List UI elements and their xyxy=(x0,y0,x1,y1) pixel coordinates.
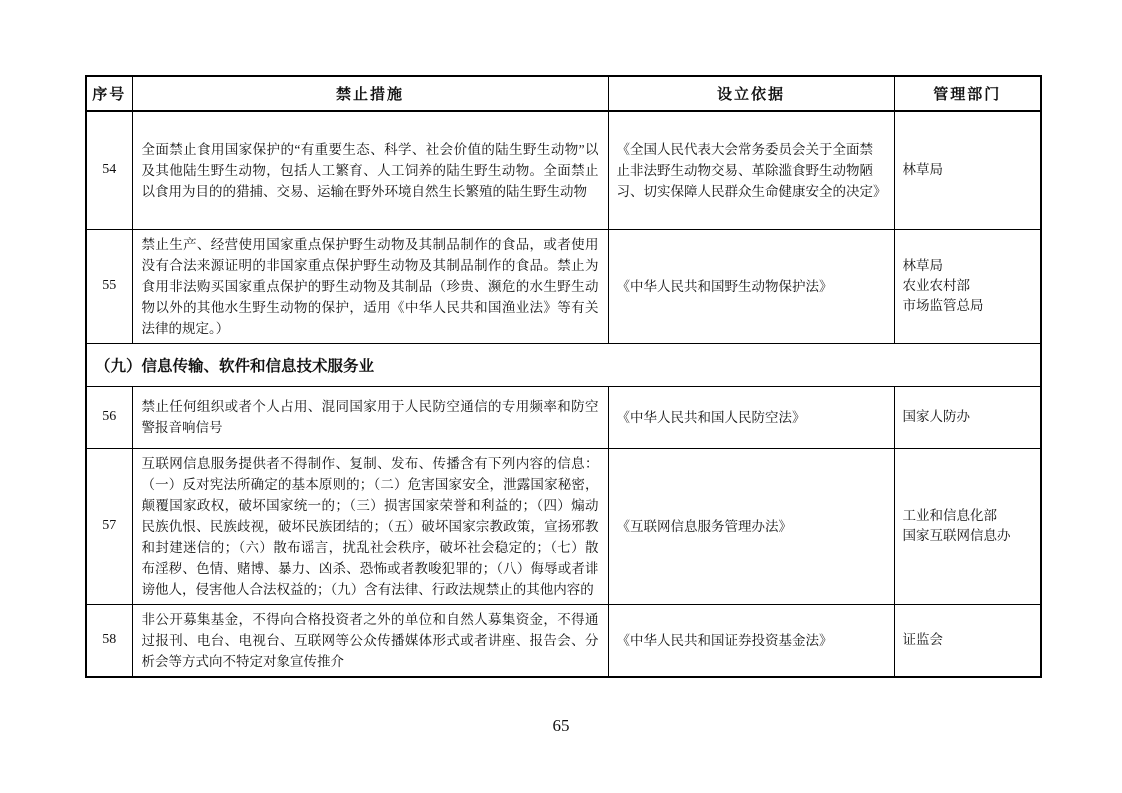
table-row xyxy=(86,229,1041,343)
department-name: 农业农村部 xyxy=(902,278,970,293)
table-row xyxy=(86,604,1041,677)
col-header-admin-department: 管理部门 xyxy=(894,76,1041,111)
department-name: 市场监管总局 xyxy=(902,298,984,313)
serial-number-cell: 56 xyxy=(86,386,132,448)
prohibited-measures-table xyxy=(85,75,1042,678)
table-row xyxy=(86,386,1041,448)
serial-number-cell: 54 xyxy=(86,111,132,229)
table-header-row xyxy=(86,76,1041,111)
department-name: 林草局 xyxy=(902,258,943,273)
col-header-legal-basis: 设立依据 xyxy=(608,76,894,111)
serial-number-cell: 58 xyxy=(86,604,132,677)
department-name: 工业和信息化部 xyxy=(902,508,997,523)
prohibited-measure-cell: 非公开募集基金，不得向合格投资者之外的单位和自然人募集资金，不得通过报刊、电台、电视台、互联网等公众传播媒体形式或者讲座、报告会、分析会等方式向不特定对象宣传推介 xyxy=(132,604,608,677)
department-name: 国家人防办 xyxy=(902,409,970,424)
admin-department-cell xyxy=(894,229,1041,343)
prohibited-measure-cell: 全面禁止食用国家保护的“有重要生态、科学、社会价值的陆生野生动物”以及其他陆生野生动物，包括人工繁育、人工饲养的陆生野生动物。全面禁止以食用为目的的猎捕、交易、运输在野外环境自然生长繁殖的陆生野生动物 xyxy=(132,111,608,229)
admin-department-cell xyxy=(894,386,1041,448)
legal-basis-cell: 《全国人民代表大会常务委员会关于全面禁止非法野生动物交易、革除滥食野生动物陋习、切实保障人民群众生命健康安全的决定》 xyxy=(608,111,894,229)
admin-department-cell xyxy=(894,111,1041,229)
prohibited-measure-cell: 禁止任何组织或者个人占用、混同国家用于人民防空通信的专用频率和防空警报音响信号 xyxy=(132,386,608,448)
section-header-label: （九）信息传输、软件和信息技术服务业 xyxy=(86,343,1041,386)
legal-basis-cell: 《中华人民共和国野生动物保护法》 xyxy=(608,229,894,343)
table-row xyxy=(86,448,1041,604)
admin-department-cell xyxy=(894,448,1041,604)
table-body xyxy=(86,111,1041,677)
serial-number-cell: 55 xyxy=(86,229,132,343)
department-name: 证监会 xyxy=(902,632,943,647)
department-name: 国家互联网信息办 xyxy=(902,528,1011,543)
prohibited-measure-cell: 禁止生产、经营使用国家重点保护野生动物及其制品制作的食品，或者使用没有合法来源证明的非国家重点保护野生动物及其制品制作的食品。禁止为食用非法购买国家重点保护的野生动物及其制品（珍贵、濒危的水生野生动物以外的其他水生野生动物的保护，适用《中华人民共和国渔业法》等有关法律的规定。） xyxy=(132,229,608,343)
page-number: 65 xyxy=(552,716,570,735)
legal-basis-cell: 《中华人民共和国证券投资基金法》 xyxy=(608,604,894,677)
legal-basis-cell: 《中华人民共和国人民防空法》 xyxy=(608,386,894,448)
prohibited-measure-cell: 互联网信息服务提供者不得制作、复制、发布、传播含有下列内容的信息：（一）反对宪法所确定的基本原则的；（二）危害国家安全，泄露国家秘密，颠覆国家政权，破坏国家统一的；（三）损害国家荣誉和利益的；（四）煽动民族仇恨、民族歧视，破坏民族团结的；（五）破坏国家宗教政策，宣扬邪教和封建迷信的；（六）散布谣言，扰乱社会秩序，破坏社会稳定的；（七）散布淫秽、色情、赌博、暴力、凶杀、恐怖或者教唆犯罪的；（八）侮辱或者诽谤他人，侵害他人合法权益的；（九）含有法律、行政法规禁止的其他内容的 xyxy=(132,448,608,604)
legal-basis-cell: 《互联网信息服务管理办法》 xyxy=(608,448,894,604)
col-header-prohibited-measure: 禁止措施 xyxy=(132,76,608,111)
admin-department-cell xyxy=(894,604,1041,677)
serial-number-cell: 57 xyxy=(86,448,132,604)
table-row xyxy=(86,111,1041,229)
department-name: 林草局 xyxy=(902,162,943,178)
section-header-row xyxy=(86,343,1041,386)
col-header-serial-number: 序号 xyxy=(86,76,132,111)
